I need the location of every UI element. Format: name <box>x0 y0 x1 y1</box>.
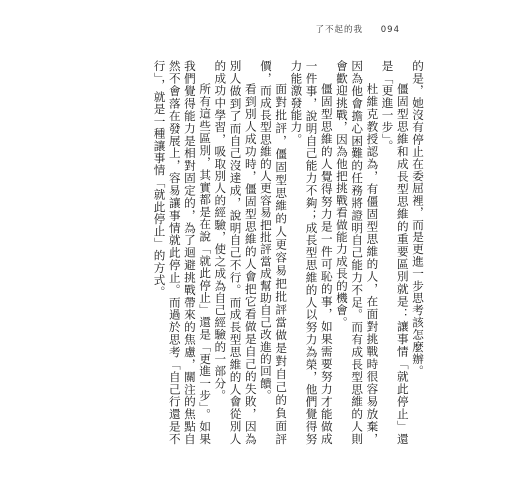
book-title: 了不起的我 <box>315 25 364 35</box>
page-header <box>316 23 400 35</box>
paragraph: 看到別人成功時，僵固型思維的人會把它看做是自己的失敗，因為別人做到了而自己沒達成，說明自己不行。而成長型思維的人會從別人的成功中學習，吸取別人的經驗，使之成為自己經驗的一部分。 <box>213 60 258 445</box>
body-text <box>135 60 425 445</box>
page-number: 094 <box>380 25 400 35</box>
paragraph: 的是，她沒有停止在委屈裡，而是更進一步思考該怎麼辦。 <box>411 60 425 378</box>
paragraph: 所有這些區別，其實都是在說「就此停止」還是「更進一步」。如果我們覺得能力是相對固定的，為了迴避挑戰帶來的焦慮，關注的焦點自然不會落在發展上，容易讓事情就此停止。而過於思考「自己行還是不行」，就是一種讓事情「就此停止」的方式。 <box>152 60 213 445</box>
paragraph: 僵固型思維和成長型思維的重要區別就是：讓事情「就此停止」還是「更進一步」。 <box>380 60 410 445</box>
paragraph: 杜維克教授認為，有僵固型思維的人，在面對挑戰時很容易放棄，因為他會擔心困難的任務將證明自己能力不足。而有成長型思維的人則會歡迎挑戰，因為他把挑戰看做能力成長的機會。 <box>334 60 380 445</box>
paragraph: 僵固型思維的人覺得努力是一件可恥的事，如果需要努力才能做成一件事，說明自己能力不夠；成長型思維的人以努力為榮，他們覺得努力能激發能力。 <box>289 60 334 445</box>
paragraph: 面對批評，僵固型思維的人更容易把批評當做是對自己的負面評價，而成長型思維的人更容易把批評當成幫助自己改進的回饋。 <box>258 60 289 445</box>
